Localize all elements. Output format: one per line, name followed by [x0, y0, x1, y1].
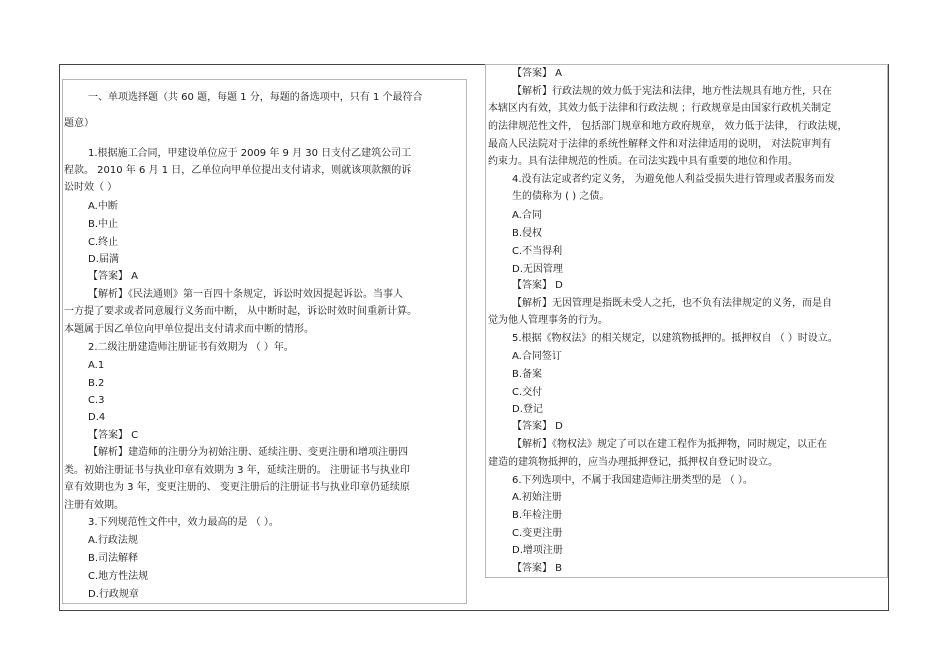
- text-line: 章有效期也为 3 年，变更注册的、 变更注册后的注册证书与执业印章仍延续原: [64, 482, 410, 493]
- text-line: 【解析】建造师的注册分为初始注册、延续注册、变更注册和增项注册四: [88, 447, 408, 458]
- text-line: 3.下列规范性文件中，效力最高的是 （ ）。: [88, 517, 279, 528]
- text-line: B.侵权: [512, 228, 543, 239]
- text-line: B.备案: [512, 369, 543, 380]
- text-line: D.4: [88, 412, 106, 423]
- text-line: C.不当得利: [512, 246, 563, 257]
- text-line: 建造的建筑物抵押的，应当办理抵押登记，抵押权自登记时设立。: [488, 457, 778, 468]
- text-line: A.中断: [88, 201, 118, 212]
- text-line: B.2: [88, 378, 105, 389]
- text-line: 1.根据施工合同，甲建设单位应于 2009 年 9 月 30 日支付乙建筑公司工: [88, 148, 412, 159]
- text-line: 注册有效期。: [64, 500, 124, 511]
- text-line: 的法律规范性文件， 包括部门规章和地方政府规章， 效力低于法律， 行政法规，: [488, 121, 848, 132]
- text-line: C.交付: [512, 387, 543, 398]
- text-line: 【解析】《物权法》规定了可以在建工程作为抵押物，同时规定，以正在: [512, 439, 827, 450]
- text-line: 一、单项选择题（共 60 题，每题 1 分，每题的备选项中，只有 1 个最符合: [88, 92, 423, 103]
- text-line: A.1: [88, 360, 105, 371]
- text-line: 本题属于因乙单位向甲单位提出支付请求而中断的情形。: [64, 324, 314, 335]
- text-line: A.合同签订: [512, 351, 562, 362]
- text-line: 最高人民法院对于法律的系统性解释文件和对法律适用的说明， 对法院审判有: [488, 139, 832, 150]
- text-line: C.变更注册: [512, 528, 563, 539]
- text-line: 【解析】行政法规的效力低于宪法和法律，地方性法规具有地方性，只在: [512, 86, 832, 97]
- text-line: C.终止: [88, 237, 119, 248]
- text-line: 一方提了要求或者同意履行义务而中断， 从中断时起，诉讼时效时间重新计算。: [64, 306, 418, 317]
- text-line: D.无因管理: [512, 264, 563, 275]
- text-line: 讼时效（ ）: [64, 182, 118, 193]
- text-line: A.行政法规: [88, 535, 138, 546]
- text-line: 觉为他人管理事务的行为。: [488, 315, 608, 326]
- text-line: 本辖区内有效，其效力低于法律和行政法规 ；行政规章是由国家行政机关制定: [488, 103, 832, 114]
- text-line: D.届满: [88, 254, 119, 265]
- text-line: 程款。 2010 年 6 月 1 日，乙单位向甲单位提出支付请求，则就该项款额的诉: [64, 165, 412, 176]
- text-line: A.合同: [512, 210, 542, 221]
- text-line: 【答案】 B: [512, 563, 563, 574]
- page-frame-left-border: [59, 64, 60, 610]
- text-line: 【答案】 D: [512, 421, 563, 432]
- text-line: B.中止: [88, 219, 119, 230]
- page-frame-bottom-border: [59, 610, 889, 611]
- text-line: 【答案】 C: [88, 430, 139, 441]
- text-line: 【解析】《民法通则》第一百四十条规定，诉讼时效因提起诉讼。当事人: [88, 289, 403, 300]
- text-line: 题意）: [64, 118, 94, 129]
- text-line: 约束力。具有法律规范的性质。在司法实践中具有重要的地位和作用。: [488, 156, 798, 167]
- text-line: 【答案】 A: [88, 271, 139, 282]
- text-line: 类。初始注册证书与执业印章有效期为 3 年，延续注册的。 注册证书与执业印: [64, 465, 410, 476]
- text-line: B.司法解释: [88, 553, 139, 564]
- text-line: C.3: [88, 395, 105, 406]
- text-line: 6.下列选项中，不属于我国建造师注册类型的是 （ ）。: [512, 475, 753, 486]
- text-line: 生的债称为 ( ) 之债。: [512, 191, 610, 202]
- text-line: B.年检注册: [512, 510, 563, 521]
- text-line: D.登记: [512, 404, 543, 415]
- text-line: 【解析】无因管理是指既未受人之托，也不负有法律规定的义务，而是自: [512, 298, 832, 309]
- text-line: D.行政规章: [88, 589, 139, 600]
- text-line: D.增项注册: [512, 545, 563, 556]
- text-line: 5.根据《物权法》的相关规定，以建筑物抵押的。抵押权自 （ ）时设立。: [512, 333, 838, 344]
- text-line: 4.没有法定或者约定义务， 为避免他人利益受损失进行管理或者服务而发: [512, 174, 835, 185]
- text-line: 2.二级注册建造师注册证书有效期为 （ ）年。: [88, 342, 294, 353]
- text-line: 【答案】 D: [512, 280, 563, 291]
- text-line: 【答案】 A: [512, 68, 563, 79]
- text-line: C.地方性法规: [88, 571, 149, 582]
- page-frame-right-border: [888, 64, 889, 610]
- text-line: A.初始注册: [512, 492, 562, 503]
